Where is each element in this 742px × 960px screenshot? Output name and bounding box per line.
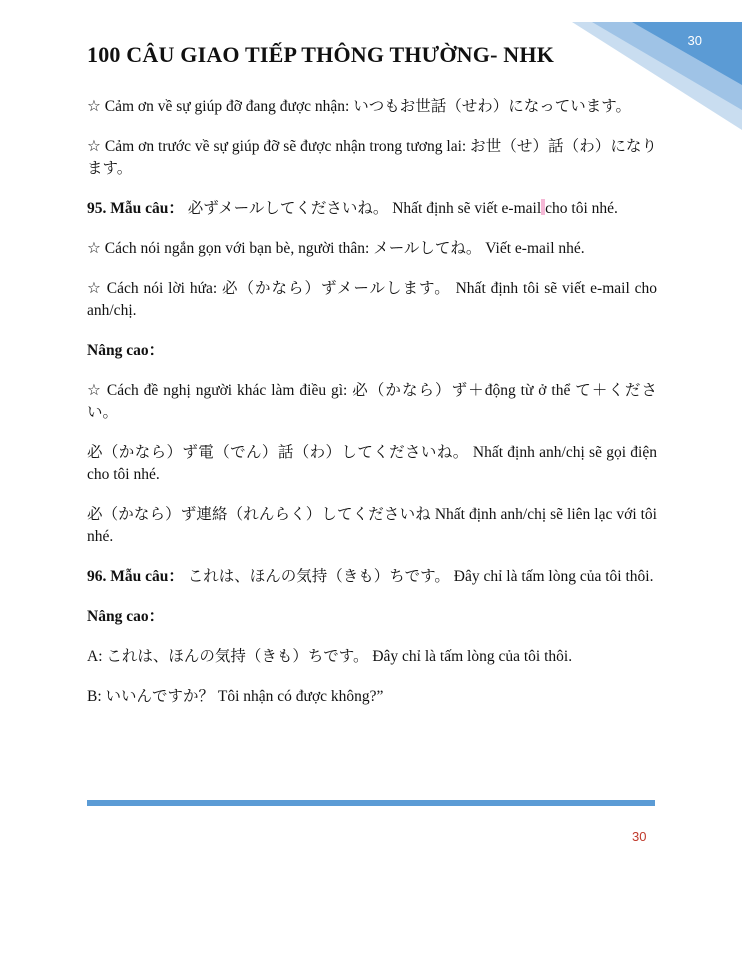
paragraph-casual: ☆ Cách nói ngắn gọn với bạn bè, người thân: メールしてね。 Viết e-mail nhé. (87, 240, 585, 257)
dialogue-line-b: B: いいんですか？ Tôi nhận có được không?” (87, 688, 384, 705)
paragraph-thanks-current: ☆ Cảm ơn về sự giúp đỡ đang được nhận: いつもお世話（せわ）になっています。 (87, 98, 631, 115)
pattern-label: 95. Mẫu câu： (87, 200, 184, 217)
watermark-logo (92, 820, 172, 870)
paragraph-contact-example: 必（かなら）ず連絡（れんらく）してくださいね Nhất định anh/chị sẽ liên lạc với tôi nhé. (87, 506, 657, 545)
section-heading-advanced: Nâng cao： (87, 342, 165, 359)
footer-page-number: 30 (632, 829, 647, 844)
document-body (87, 96, 657, 726)
footer-divider (87, 800, 655, 806)
header-page-number: 30 (687, 33, 702, 48)
pattern-label: 96. Mẫu câu： (87, 568, 184, 585)
paragraph-promise: ☆ Cách nói lời hứa: 必（かなら）ずメールします。 Nhất định tôi sẽ viết e-mail cho anh/chị. (87, 280, 657, 319)
paragraph-pattern-95: 95. Mẫu câu： 必ずメールしてくださいね。 Nhất định sẽ viết e-mail cho tôi nhé. (87, 200, 618, 217)
paragraph-request: ☆ Cách đề nghị người khác làm điều gì: 必（かなら）ず＋động từ ở thể て＋ください。 (87, 382, 657, 421)
page-title: 100 CÂU GIAO TIẾP THÔNG THƯỜNG- NHK (87, 42, 555, 67)
paragraph-thanks-future: ☆ Cảm ơn trước về sự giúp đỡ sẽ được nhận trong tương lai: お世（せ）話（わ）になります。 (87, 138, 657, 177)
section-heading-advanced-2: Nâng cao： (87, 608, 165, 625)
paragraph-pattern-96: 96. Mẫu câu： これは、ほんの気持（きも）ちです。 Đây chỉ là tấm lòng của tôi thôi. (87, 568, 654, 585)
paragraph-call-example: 必（かなら）ず電（でん）話（わ）してくださいね。 Nhất định anh/chị sẽ gọi điện cho tôi nhé. (87, 444, 657, 483)
dialogue-line-a: A: これは、ほんの気持（きも）ちです。 Đây chỉ là tấm lòng của tôi thôi. (87, 648, 573, 665)
